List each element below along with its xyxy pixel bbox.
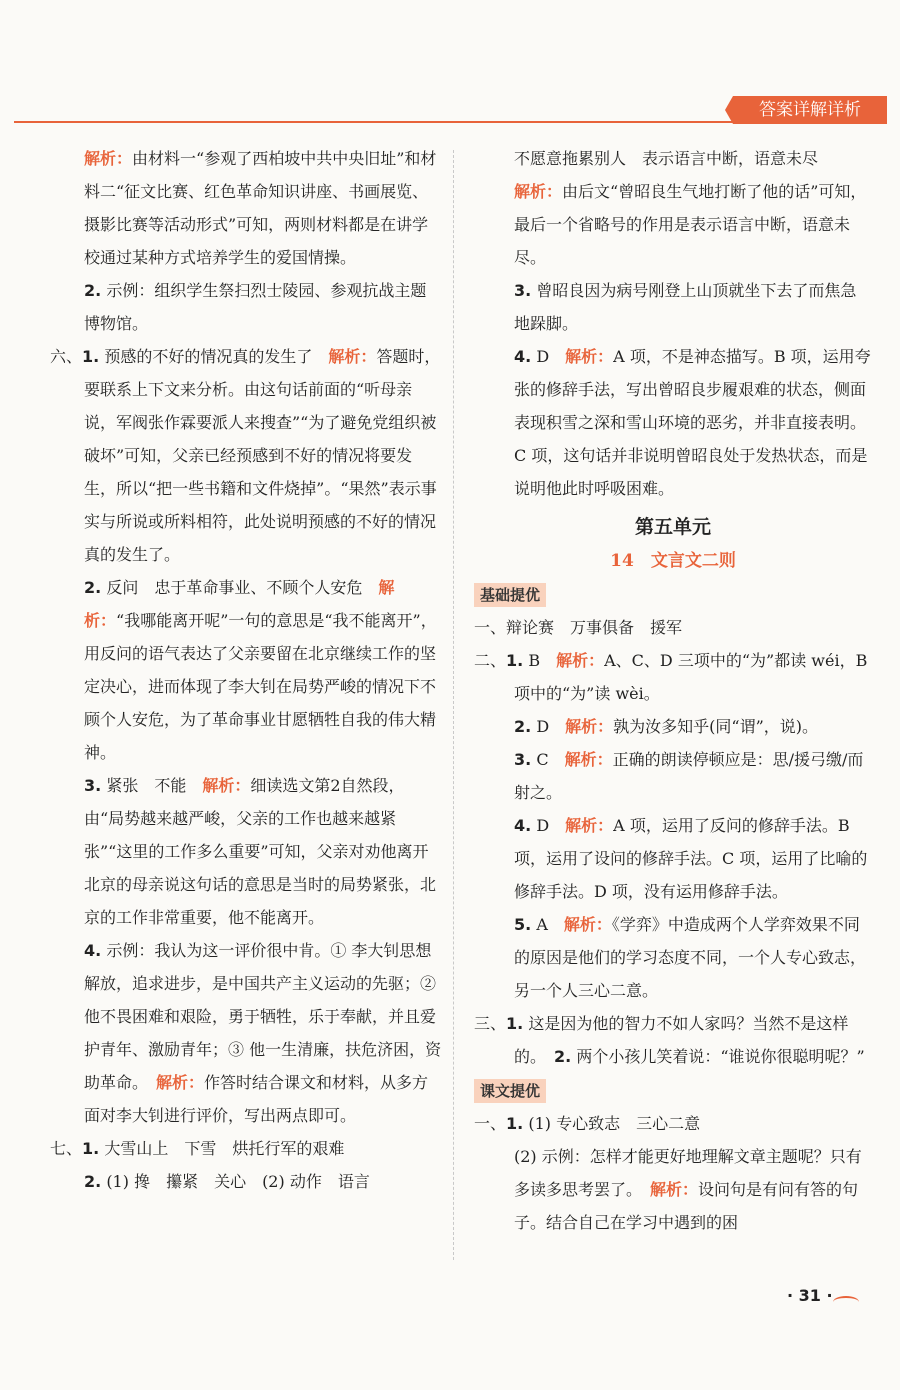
section-tag-basic: 基础提优 — [474, 583, 546, 607]
question-number: 1. — [506, 1114, 524, 1133]
analysis-text: 细读选文第2自然段，由“局势越来越严峻，父亲的工作也越来越紧张”“这里的工作多么重要”可知，父亲对劝他离开北京的母亲说这句话的意思是当时的局势紧张，北京的工作非常重要，他不能离开。 — [84, 776, 437, 927]
analysis-label: 解析： — [556, 651, 605, 670]
section-label: 六、 — [50, 347, 83, 366]
question-number: 2. — [84, 578, 102, 597]
answer-paragraph — [50, 340, 442, 571]
answer-paragraph — [50, 769, 442, 934]
answer-paragraph — [474, 908, 872, 1007]
right-column — [474, 142, 872, 1239]
question-number: 3. — [514, 750, 532, 769]
page-number: · 31 · — [787, 1286, 833, 1305]
analysis-text: 孰为汝多知乎(同“谓”，说)。 — [613, 717, 819, 736]
analysis-label: 解析： — [202, 776, 251, 795]
answer-text: 不愿意拖累别人 表示语言中断，语意未尽 — [514, 149, 819, 168]
section-label: 三、 — [474, 1014, 507, 1033]
question-number: 1. — [506, 1014, 524, 1033]
answer-text: D — [536, 347, 550, 366]
answer-paragraph — [474, 644, 872, 710]
analysis-label: 解析： — [156, 1073, 205, 1092]
question-number: 3. — [84, 776, 102, 795]
header-tab: 答案详解详析 — [733, 96, 887, 124]
analysis-text: “我哪能离开呢”一句的意思是“我不能离开”，用反问的语气表达了父亲要留在北京继续工作的坚定决心，进而体现了李大钊在局势严峻的情况下不顾个人安危，为了革命事业甘愿牺牲自我的伟大精神。 — [84, 611, 437, 762]
section-label: 二、 — [474, 651, 507, 670]
answer-text: 示例：我认为这一评价很中肯。① 李大钊思想解放，追求进步，是中国共产主义运动的先驱；② 他不畏困难和艰险，勇于牺牲，乐于奉献，并且爱护青年、激励青年；③ 他一生清廉，扶危济困，资助革命。 — [84, 941, 442, 1092]
left-column — [50, 142, 442, 1198]
answer-text: 大雪山上 下雪 烘托行军的艰难 — [104, 1139, 345, 1158]
answer-text: 辩论赛 万事俱备 援军 — [506, 618, 683, 637]
analysis-label: 解析： — [84, 578, 395, 630]
answer-paragraph — [474, 611, 872, 644]
analysis-text: 设问句是有问有答的句子。结合自己在学习中遇到的困 — [514, 1180, 859, 1232]
answer-text: B — [528, 651, 541, 670]
analysis-text: 答题时，要联系上下文来分析。由这句话前面的“听母亲说，军阀张作霖要派人来搜查”“为了避免党组织被破坏”可知，父亲已经预感到不好的情况将要发生，所以“把一些书籍和文件烧掉”。“果然”表示事实与所说或所料相符，此处说明预感的不好的情况真的发生了。 — [84, 347, 441, 564]
answer-text: D — [536, 816, 550, 835]
section-label: 七、 — [50, 1139, 83, 1158]
analysis-label: 解析： — [564, 750, 613, 769]
answer-paragraph — [50, 1165, 442, 1198]
answer-paragraph — [474, 1107, 872, 1140]
question-number: 4. — [514, 816, 532, 835]
question-number: 2. — [554, 1047, 572, 1066]
column-divider — [453, 150, 454, 1260]
answer-paragraph — [50, 571, 442, 769]
analysis-label: 解析： — [514, 182, 563, 201]
question-number: 2. — [84, 1172, 102, 1191]
answer-paragraph — [474, 809, 872, 908]
analysis-text: A、C、D 三项中的“为”都读 wéi，B 项中的“为”读 wèi。 — [514, 651, 868, 703]
analysis-label: 解析： — [565, 816, 614, 835]
analysis-label: 解析： — [563, 915, 612, 934]
question-number: 1. — [506, 651, 524, 670]
answer-text: 曾昭良因为病号刚登上山顶就坐下去了而焦急地跺脚。 — [514, 281, 857, 333]
answer-text: 两个小孩儿笑着说：“谁说你很聪明呢？” — [576, 1047, 865, 1066]
analysis-label: 解析： — [328, 347, 377, 366]
answer-text: C — [536, 750, 549, 769]
question-number: 4. — [514, 347, 532, 366]
answer-text: 示例：组织学生祭扫烈士陵园、参观抗战主题博物馆。 — [84, 281, 427, 333]
analysis-label: 解析： — [565, 717, 614, 736]
lesson-title: 14 文言文二则 — [610, 551, 736, 571]
question-number: 1. — [82, 1139, 100, 1158]
question-number: 4. — [84, 941, 102, 960]
section-label: 一、 — [474, 618, 507, 637]
analysis-text: A 项，不是神态描写。B 项，运用夸张的修辞手法，写出曾昭良步履艰难的状态，侧面表现积雪之深和雪山环境的恶劣，并非直接表明。C 项，这句话并非说明曾昭良处于发热状态，而是说明他此时呼吸困难。 — [514, 347, 871, 498]
analysis-text: 由材料一“参观了西柏坡中共中央旧址”和材料二“征文比赛、红色革命知识讲座、书画展览、摄影比赛等活动形式”可知，两则材料都是在讲学校通过某种方式培养学生的爱国情操。 — [84, 149, 437, 267]
analysis-label: 解析： — [650, 1180, 699, 1199]
answer-paragraph — [50, 1132, 442, 1165]
analysis-label: 解析： — [84, 149, 133, 168]
analysis-text: 正确的朗读停顿应是：思/援弓缴/而射之。 — [514, 750, 864, 802]
answer-text: 这是因为他的智力不如人家吗？当然不是这样的。 — [514, 1014, 849, 1066]
page-number-ornament — [833, 1296, 859, 1308]
answer-paragraph — [50, 274, 442, 340]
section-tag-text: 课文提优 — [474, 1079, 546, 1103]
answer-paragraph — [50, 142, 442, 274]
section-label: 一、 — [474, 1114, 507, 1133]
answer-text: 预感的不好的情况真的发生了 — [104, 347, 313, 366]
answer-text: 紧张 不能 — [106, 776, 187, 795]
answer-text: A — [536, 915, 548, 934]
analysis-label: 解析： — [565, 347, 614, 366]
answer-paragraph — [474, 142, 872, 175]
analysis-text: 作答时结合课文和材料，从多方面对李大钊进行评价，写出两点即可。 — [84, 1073, 429, 1125]
answer-paragraph — [474, 743, 872, 809]
answer-paragraph — [474, 274, 872, 340]
analysis-text: 《学弈》中造成两个人学弈效果不同的原因是他们的学习态度不同，一个人专心致志，另一个人三心二意。 — [514, 915, 867, 1000]
answer-paragraph — [474, 1007, 872, 1073]
question-number: 1. — [82, 347, 100, 366]
question-number: 2. — [514, 717, 532, 736]
answer-paragraph — [474, 340, 872, 505]
unit-title: 第五单元 — [634, 516, 711, 538]
question-number: 2. — [84, 281, 102, 300]
question-number: 3. — [514, 281, 532, 300]
answer-paragraph — [474, 710, 872, 743]
analysis-text: 由后文“曾昭良生气地打断了他的话”可知，最后一个省略号的作用是表示语言中断，语意未尽。 — [514, 182, 867, 267]
answer-text: 反问 忠于革命事业、不顾个人安危 — [106, 578, 363, 597]
answer-text: (2) 示例：怎样才能更好地理解文章主题呢？只有多读多思考罢了。 — [514, 1147, 862, 1199]
question-number: 5. — [514, 915, 532, 934]
answer-paragraph — [50, 934, 442, 1132]
answer-paragraph — [474, 1140, 872, 1239]
answer-text: D — [536, 717, 550, 736]
answer-paragraph — [474, 175, 872, 274]
answer-text: (1) 专心致志 三心二意 — [528, 1114, 701, 1133]
analysis-text: A 项，运用了反问的修辞手法。B 项，运用了设问的修辞手法。C 项，运用了比喻的修辞手法。D 项，没有运用修辞手法。 — [514, 816, 868, 901]
answer-text: (1) 搀 攥紧 关心 (2) 动作 语言 — [106, 1172, 370, 1191]
